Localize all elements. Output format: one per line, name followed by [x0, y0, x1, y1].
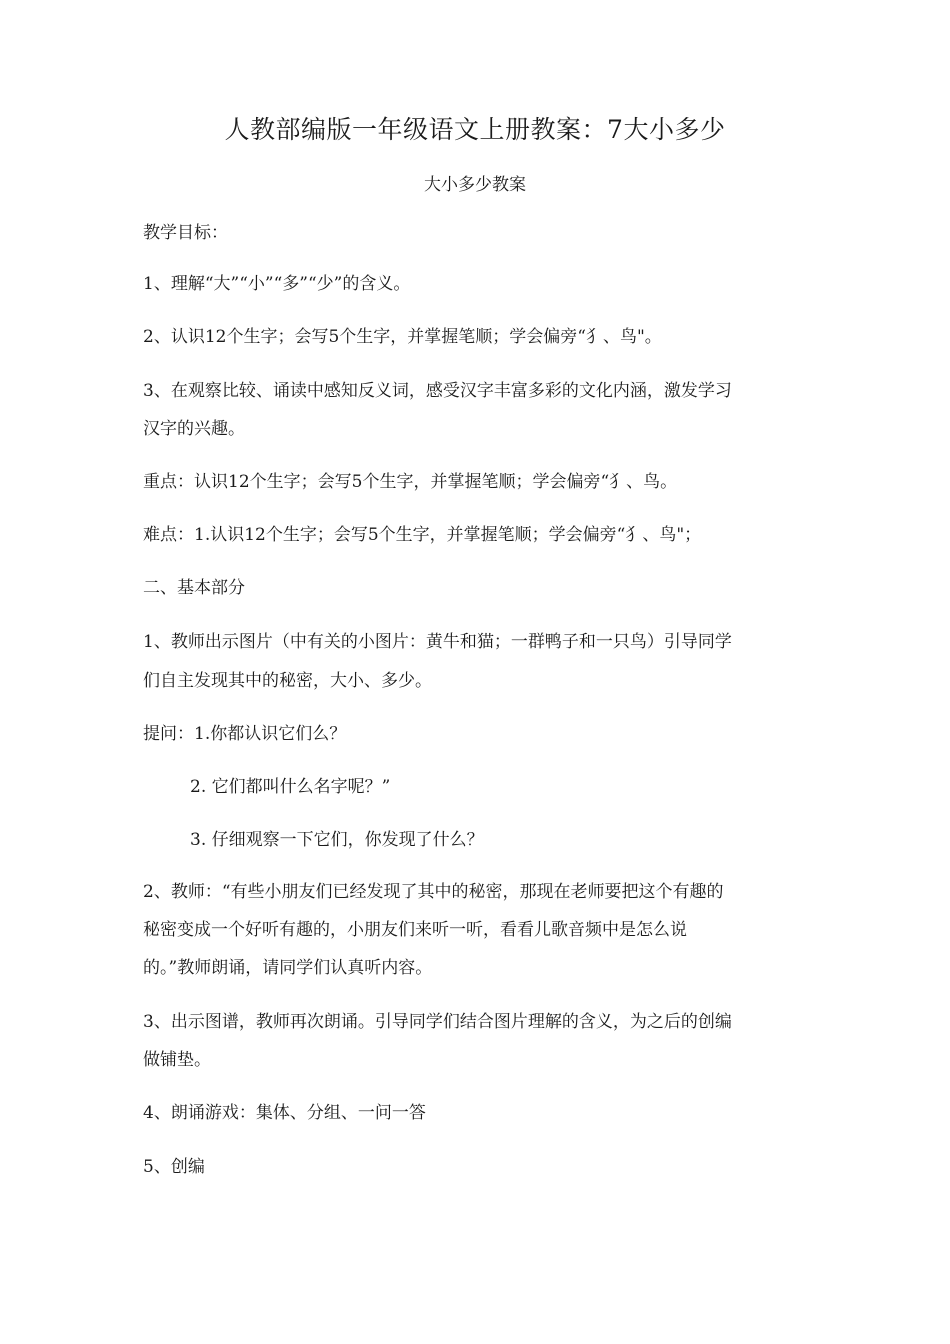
step-2-line-2: 秘密变成一个好听有趣的，小朋友们来听一听，看看儿歌音频中是怎么说	[143, 920, 687, 940]
document-subtitle: 大小多少教案	[424, 175, 526, 195]
step-1-line-2: 们自主发现其中的秘密，大小、多少。	[143, 671, 432, 691]
objective-3-line-1: 3、在观察比较、诵读中感知反义词，感受汉字丰富多彩的文化内涵，激发学习	[143, 381, 732, 401]
section-heading-basic: 二、基本部分	[143, 578, 245, 598]
step-2-line-1: 2、教师：“有些小朋友们已经发现了其中的秘密，那现在老师要把这个有趣的	[143, 882, 724, 902]
step-4: 4、朗诵游戏：集体、分组、一问一答	[143, 1103, 426, 1123]
question-3: 3. 仔细观察一下它们，你发现了什么？	[190, 830, 484, 850]
question-2: 2. 它们都叫什么名字呢？”	[190, 777, 391, 797]
step-5: 5、创编	[143, 1157, 205, 1177]
objective-1: 1、理解“大”“小”“多”“少”的含义。	[143, 274, 411, 294]
question-1: 提问：1.你都认识它们么？	[143, 724, 347, 744]
step-1-line-1: 1、教师出示图片（中有关的小图片：黄牛和猫；一群鸭子和一只鸟）引导同学	[143, 632, 732, 652]
objective-3-line-2: 汉字的兴趣。	[143, 419, 245, 439]
objectives-heading: 教学目标：	[143, 223, 228, 243]
key-points: 重点：认识12个生字；会写5个生字，并掌握笔顺；学会偏旁“犭、鸟。	[143, 472, 678, 492]
objective-2: 2、认识12个生字；会写5个生字，并掌握笔顺；学会偏旁“犭、鸟"。	[143, 327, 662, 347]
document-title: 人教部编版一年级语文上册教案：7大小多少	[224, 115, 726, 144]
step-3-line-1: 3、出示图谱，教师再次朗诵。引导同学们结合图片理解的含义，为之后的创编	[143, 1012, 732, 1032]
step-2-line-3: 的。”教师朗诵，请同学们认真听内容。	[143, 958, 433, 978]
step-3-line-2: 做铺垫。	[143, 1050, 211, 1070]
difficult-points: 难点：1.认识12个生字；会写5个生字，并掌握笔顺；学会偏旁“犭、鸟"；	[143, 525, 702, 545]
